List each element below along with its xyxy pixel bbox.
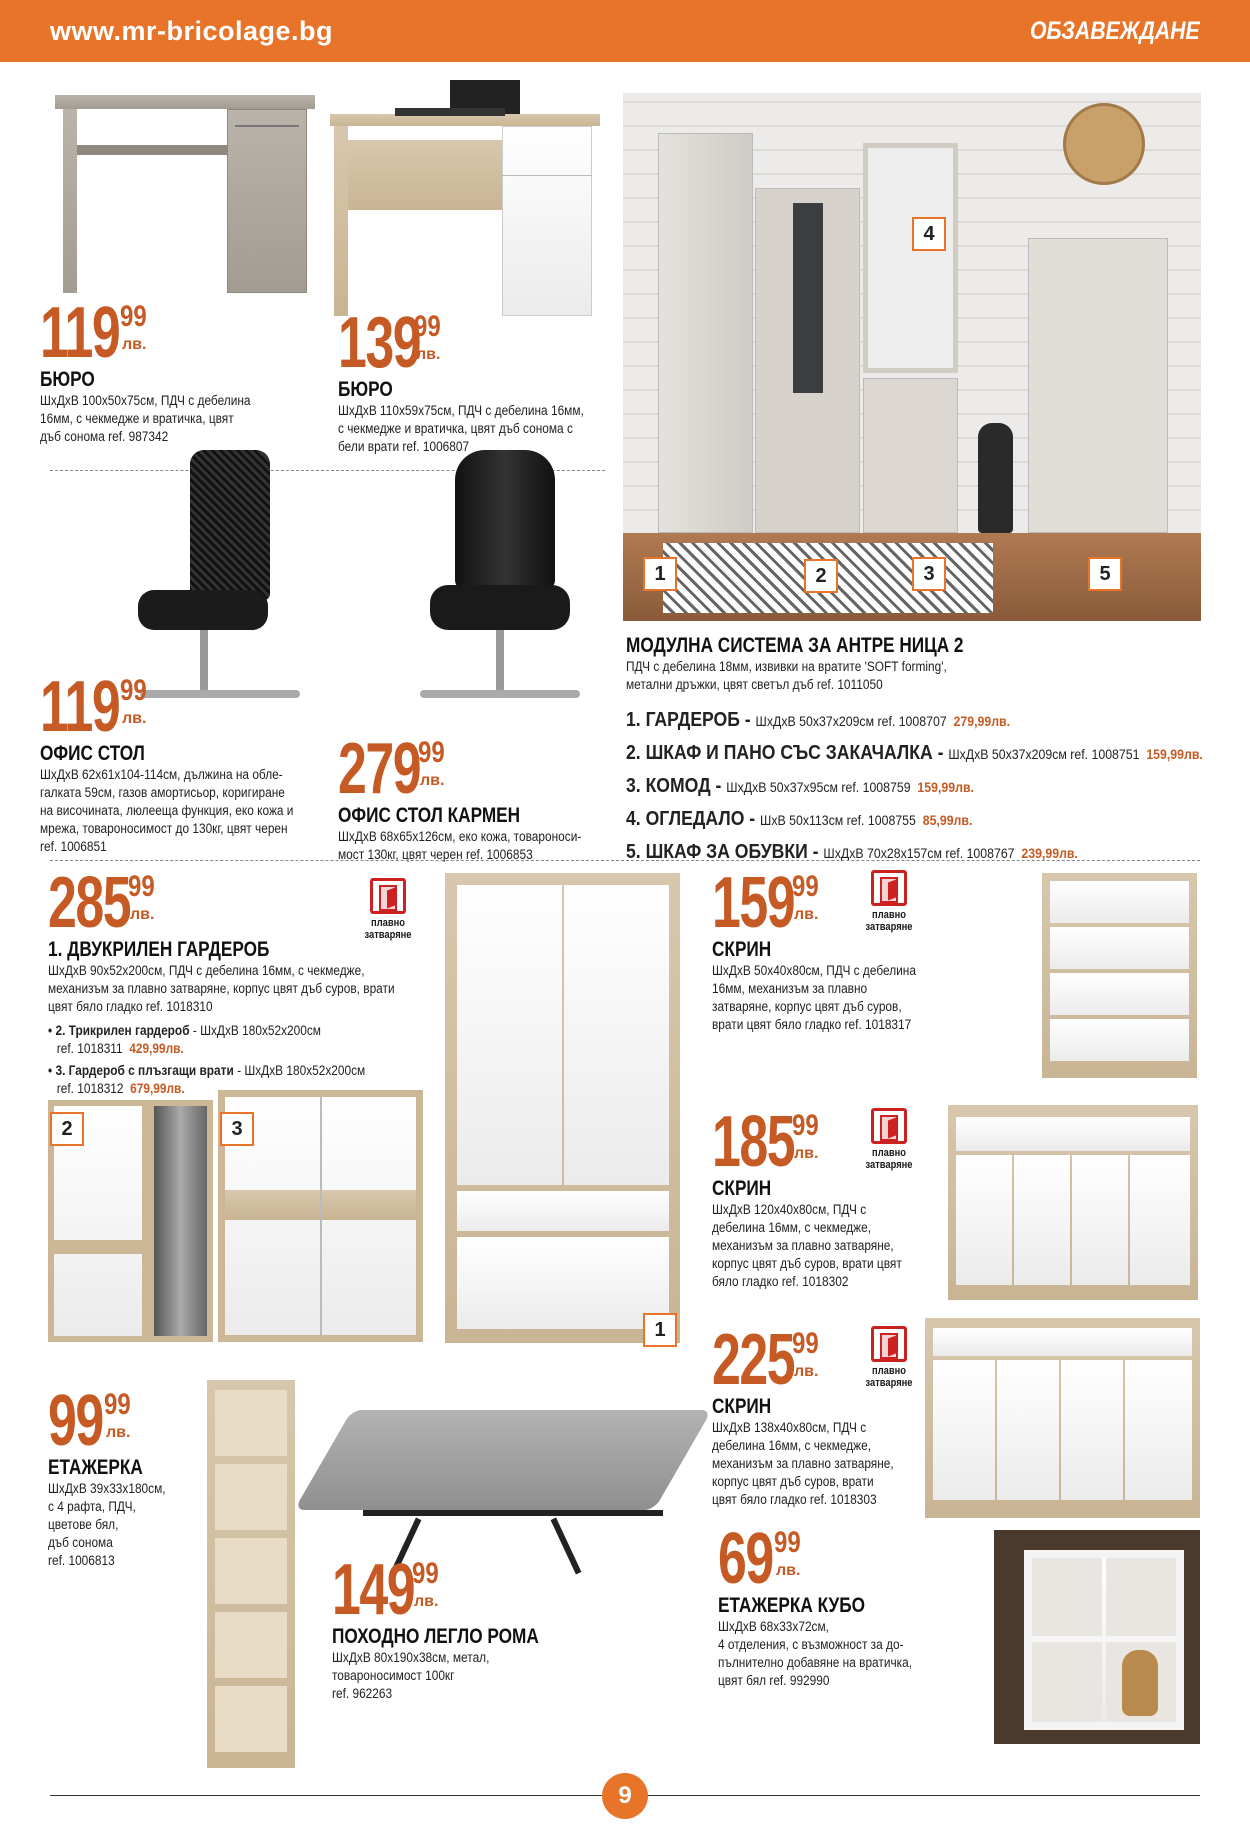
entry-item-1: 1. ГАРДЕРОБ - ШхДхВ 50x37x209см ref. 1008707 279,99лв.	[626, 709, 1011, 731]
wardrobe-1-image	[445, 873, 680, 1343]
product-title: ОФИС СТОЛ	[40, 742, 145, 765]
product-desc-line: мрежа, товароносимост до 130кг, цвят черен	[40, 821, 288, 836]
soft-close-icon: плавно затваряне	[857, 1326, 921, 1396]
wardrobe-option-2: • 2. Трикрилен гардероб - ШхДхВ 180x52x200см	[48, 1023, 321, 1038]
page-header	[0, 0, 1250, 62]
price-tag: 285 99 лв.	[48, 863, 155, 943]
price-tag: 225 99 лв.	[712, 1320, 819, 1400]
product-desc-line: пълнително добавяне на вратичка,	[718, 1655, 913, 1670]
office-chair-carmen-image	[410, 450, 590, 730]
product-desc-line: с чекмедже и вратичка, цвят дъб сонома с	[338, 421, 573, 436]
page-number: 9	[602, 1773, 648, 1819]
camping-bed-info	[332, 1550, 612, 1703]
product-desc-line: цвят бял ref. 992990	[718, 1673, 830, 1688]
product-desc-line: ref. 962263	[332, 1686, 393, 1701]
price-tag: 159 99 лв.	[712, 863, 819, 943]
product-title: СКРИН	[712, 1177, 772, 1200]
product-desc-line: цветове бял,	[48, 1517, 119, 1532]
desk-1-image	[55, 95, 315, 295]
product-desc-line: механизъм за плавно затваряне, корпус цвят дъб суров, врати	[48, 981, 395, 996]
product-title: ЕТАЖЕРКА КУБО	[718, 1594, 866, 1617]
product-desc-line: с 4 рафта, ПДЧ,	[48, 1499, 136, 1514]
entry-system-info	[626, 634, 1206, 869]
product-desc-line: ШхДхВ 138x40x80см, ПДЧ с	[712, 1420, 867, 1435]
product-desc-line: бяло гладко ref. 1018302	[712, 1274, 849, 1289]
product-desc-line: на височината, люлееща функция, еко кожа и	[40, 803, 294, 818]
site-url[interactable]: www.mr-bricolage.bg	[50, 16, 334, 46]
product-desc-line: дебелина 16мм, с чекмедже,	[712, 1220, 872, 1235]
product-desc-line: ШхДхВ 80x190x38см, метал,	[332, 1650, 490, 1665]
product-title: БЮРО	[338, 378, 393, 401]
price-tag: 99 99 лв.	[48, 1381, 131, 1461]
price-tag: 185 99 лв.	[712, 1102, 819, 1182]
wardrobe-option-3: • 3. Гардероб с плъзгащи врати - ШхДхВ 180x52x200см	[48, 1063, 366, 1078]
product-desc-line: ref. 1006813	[48, 1553, 115, 1568]
wardrobe-badge-3: 3	[220, 1112, 254, 1146]
product-desc-line: цвят бяло гладко ref. 1018303	[712, 1492, 877, 1507]
entry-item-4: 4. ОГЛЕДАЛО - ШхВ 50x113см ref. 1008755 85,99лв.	[626, 808, 973, 830]
shelf-info	[48, 1381, 208, 1570]
product-title: МОДУЛНА СИСТЕМА ЗА АНТРЕ НИЦА 2	[626, 634, 964, 657]
product-desc-line: ШхДхВ 39x33x180см,	[48, 1481, 166, 1496]
chair-2-info	[338, 729, 618, 864]
product-desc-line: ref. 1006851	[40, 839, 107, 854]
product-desc-line: затваряне, корпус цвят дъб суров,	[712, 999, 902, 1014]
dresser-2-image	[948, 1105, 1198, 1300]
entry-item-3: 3. КОМОД - ШхДхВ 50x37x95см ref. 1008759 159,99лв.	[626, 775, 974, 797]
product-title: 1. ДВУКРИЛЕН ГАРДЕРОБ	[48, 938, 270, 961]
product-desc-line: ШхДхВ 68x65x126см, еко кожа, товароноси-	[338, 829, 582, 844]
entry-badge-4: 4	[912, 217, 946, 251]
desk-1-info	[40, 293, 300, 446]
shelf-image	[207, 1380, 295, 1768]
soft-close-icon: плавно затваряне	[857, 870, 921, 940]
dresser-1-image	[1042, 873, 1197, 1078]
product-desc-line: 4 отделения, с възможност за до-	[718, 1637, 904, 1652]
entry-item-2: 2. ШКАФ И ПАНО СЪС ЗАКАЧАЛКА - ШхДхВ 50x37x209см ref. 1008751 159,99лв.	[626, 742, 1203, 764]
product-desc-line: дъб сонома ref. 987342	[40, 429, 169, 444]
product-title: ЕТАЖЕРКА	[48, 1456, 143, 1479]
dresser-3-image	[925, 1318, 1200, 1518]
product-desc-line: дебелина 16мм, с чекмедже,	[712, 1438, 872, 1453]
product-title: ОФИС СТОЛ КАРМЕН	[338, 804, 521, 827]
product-title: ПОХОДНО ЛЕГЛО РОМА	[332, 1625, 539, 1648]
product-desc-line: ШхДхВ 120x40x80см, ПДЧ с	[712, 1202, 867, 1217]
entry-system-photo	[623, 93, 1201, 621]
entry-badge-2: 2	[804, 559, 838, 593]
product-desc-line: цвят бяло гладко ref. 1018310	[48, 999, 213, 1014]
soft-close-icon: плавно затваряне	[857, 1108, 921, 1178]
desk-2-info	[338, 303, 618, 456]
cube-shelf-photo	[994, 1530, 1200, 1744]
product-desc-line: галката 59см, газов амортисьор, коригиране	[40, 785, 285, 800]
product-desc-line: мост 130кг, цвят черен ref. 1006853	[338, 847, 533, 862]
chair-1-info	[40, 667, 320, 856]
price-tag: 119 99 лв.	[40, 293, 147, 373]
wardrobe-badge-1: 1	[643, 1313, 677, 1347]
product-desc-line: ПДЧ с дебелина 18мм, извивки на вратите 'SOFT forming',	[626, 659, 947, 674]
price-tag: 139 99 лв.	[338, 303, 441, 383]
entry-badge-3: 3	[912, 557, 946, 591]
product-desc-line: ШхДхВ 68x33x72см,	[718, 1619, 829, 1634]
price-tag: 69 99 лв.	[718, 1519, 801, 1599]
product-title: СКРИН	[712, 1395, 772, 1418]
product-desc-line: механизъм за плавно затваряне,	[712, 1238, 894, 1253]
price-tag: 149 99 лв.	[332, 1550, 439, 1630]
product-title: БЮРО	[40, 368, 95, 391]
product-desc-line: корпус цвят дъб суров, врати цвят	[712, 1256, 902, 1271]
desk-2-image	[320, 80, 610, 320]
wardrobe-option-2-ref: ref. 1018311 429,99лв.	[56, 1041, 184, 1056]
section-divider	[50, 860, 1200, 861]
cube-shelf-info	[718, 1519, 1018, 1690]
price-tag: 279 99 лв.	[338, 729, 445, 809]
entry-item-5: 5. ШКАФ ЗА ОБУВКИ - ШхДхВ 70x28x157см ref. 1008767 239,99лв.	[626, 841, 1078, 863]
wardrobe-badge-2: 2	[50, 1112, 84, 1146]
soft-close-icon: плавно затваряне	[356, 878, 420, 948]
entry-badge-1: 1	[643, 557, 677, 591]
product-desc-line: корпус цвят дъб суров, врати	[712, 1474, 874, 1489]
product-desc-line: метални дръжки, цвят светъл дъб ref. 1011050	[626, 677, 883, 692]
product-desc-line: механизъм за плавно затваряне,	[712, 1456, 894, 1471]
product-desc-line: ШхДхВ 100x50x75см, ПДЧ с дебелина	[40, 393, 251, 408]
price-tag: 119 99 лв.	[40, 667, 147, 747]
product-desc-line: 16мм, механизъм за плавно	[712, 981, 868, 996]
product-desc-line: ШхДхВ 90x52x200см, ПДЧ с дебелина 16мм, с чекмедже,	[48, 963, 365, 978]
product-title: СКРИН	[712, 938, 772, 961]
wardrobe-option-3-ref: ref. 1018312 679,99лв.	[56, 1081, 185, 1096]
product-desc-line: дъб сонома	[48, 1535, 113, 1550]
section-title: ОБЗАВЕЖДАНЕ	[1030, 17, 1200, 45]
product-desc-line: товароносимост 100кг	[332, 1668, 455, 1683]
product-desc-line: ШхДхВ 50x40x80см, ПДЧ с дебелина	[712, 963, 916, 978]
product-desc-line: ШхДхВ 110x59x75см, ПДЧ с дебелина 16мм,	[338, 403, 584, 418]
product-desc-line: бели врати ref. 1006807	[338, 439, 470, 454]
product-desc-line: ШхДхВ 62x61x104-114см, дължина на обле-	[40, 767, 283, 782]
product-desc-line: 16мм, с чекмедже и вратичка, цвят	[40, 411, 234, 426]
entry-badge-5: 5	[1088, 557, 1122, 591]
product-desc-line: врати цвят бяло гладко ref. 1018317	[712, 1017, 912, 1032]
